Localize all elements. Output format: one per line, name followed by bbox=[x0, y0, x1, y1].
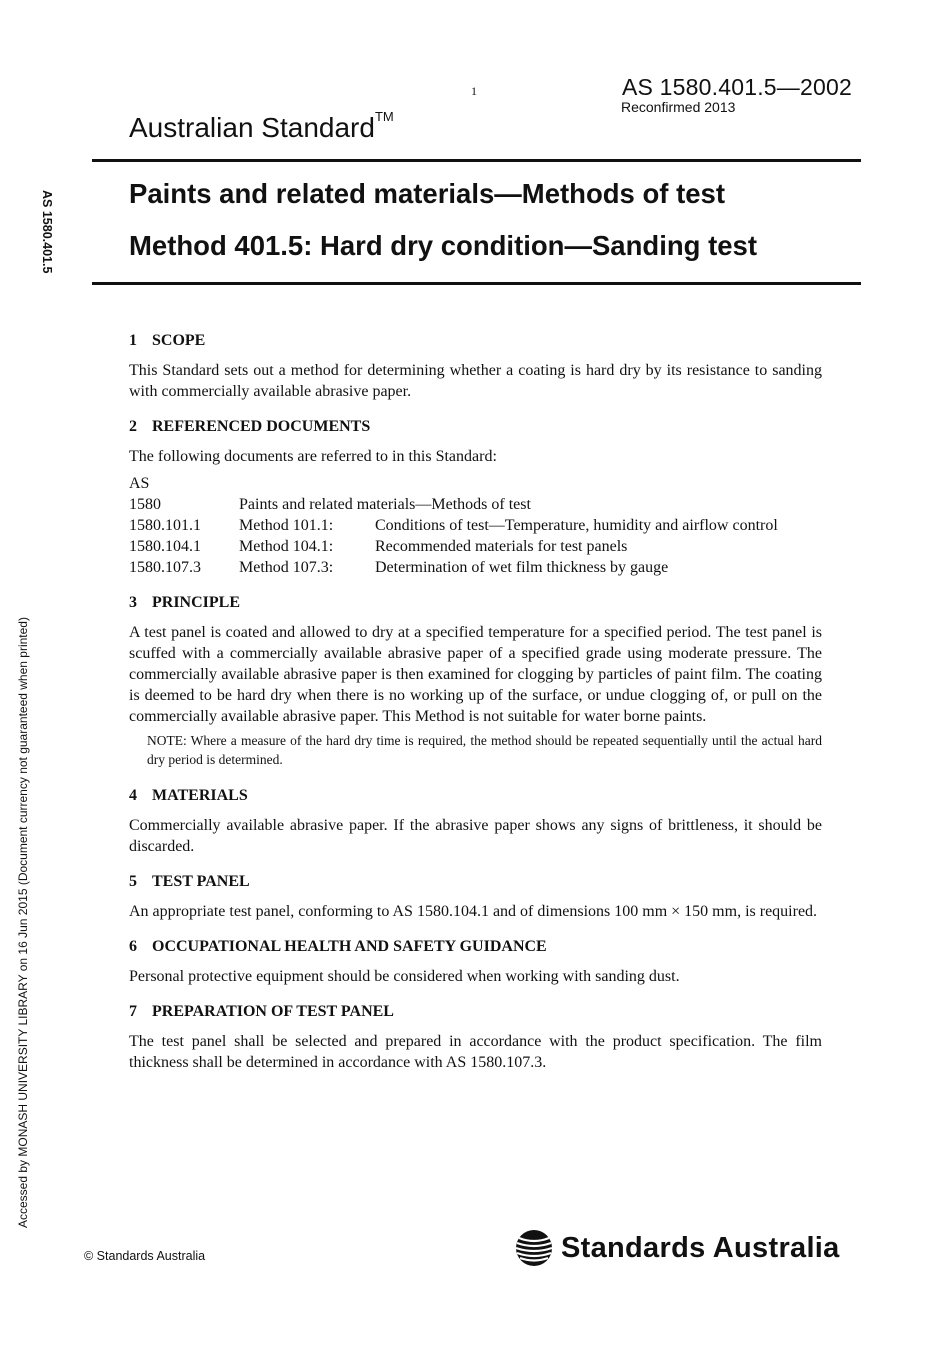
access-notice: Accessed by MONASH UNIVERSITY LIBRARY on 16 Jun 2015 (Document currency not guaranteed when printed) bbox=[16, 617, 30, 1229]
section-heading: 6 OCCUPATIONAL HEALTH AND SAFETY GUIDANCE bbox=[129, 938, 547, 955]
section-heading: 5 TEST PANEL bbox=[129, 873, 250, 890]
reference-prefix: AS bbox=[129, 475, 150, 492]
reference-code: 1580.104.1 bbox=[129, 538, 201, 555]
top-rule bbox=[92, 159, 861, 162]
page-number: 1 bbox=[471, 84, 477, 98]
section-scope bbox=[129, 330, 822, 402]
reference-list bbox=[129, 473, 822, 578]
section-text: This Standard sets out a method for determining whether a coating is hard dry by its resistance to sanding with commercially available abrasive paper. bbox=[129, 362, 822, 400]
reference-method: Method 104.1: bbox=[239, 538, 334, 555]
section-heading: 2 REFERENCED DOCUMENTS bbox=[129, 418, 371, 435]
title-line-1: Paints and related materials—Methods of test bbox=[129, 178, 725, 209]
reference-method: Method 107.3: bbox=[239, 559, 334, 576]
section-text: Commercially available abrasive paper. If the abrasive paper shows any signs of brittleness, it should be discarded. bbox=[129, 817, 822, 855]
reference-row bbox=[129, 557, 822, 578]
reference-code: 1580 bbox=[129, 496, 161, 513]
section-preparation bbox=[129, 1001, 822, 1073]
standards-australia-emblem-icon bbox=[515, 1228, 553, 1268]
section-test-panel bbox=[129, 871, 822, 922]
document-body bbox=[129, 330, 822, 1087]
reference-title: Conditions of test—Temperature, humidity and airflow control bbox=[375, 517, 778, 534]
section-intro: The following documents are referred to in this Standard: bbox=[129, 448, 497, 465]
brand-name: Australian Standard bbox=[129, 112, 375, 143]
bottom-rule bbox=[92, 282, 861, 285]
reference-title: Determination of wet film thickness by gauge bbox=[375, 559, 669, 576]
section-heading: 1 SCOPE bbox=[129, 332, 206, 349]
brand-title bbox=[129, 108, 394, 144]
section-text: Personal protective equipment should be considered when working with sanding dust. bbox=[129, 968, 680, 985]
section-heading: 7 PREPARATION OF TEST PANEL bbox=[129, 1003, 394, 1020]
reference-row bbox=[129, 536, 822, 557]
section-text: A test panel is coated and allowed to dry at a specified temperature for a specified period. The test panel is scuffed with a commercially available abrasive paper of a specified grade using moderate pressure. The commercially available abrasive paper is then examined for clogging by particles of paint film. The coating is deemed to be hard dry when there is no working up of the surface, or undue clogging of, or pull on the commercially available abrasive paper. This Method is not suitable for water borne paints. bbox=[129, 624, 822, 725]
reference-code: 1580.101.1 bbox=[129, 517, 201, 534]
section-referenced-documents bbox=[129, 416, 822, 578]
reconfirmed-label: Reconfirmed 2013 bbox=[621, 99, 736, 115]
section-materials bbox=[129, 785, 822, 857]
trademark-mark: TM bbox=[374, 108, 394, 124]
title-line-2: Method 401.5: Hard dry condition—Sanding test bbox=[129, 230, 757, 261]
section-text: The test panel shall be selected and prepared in accordance with the product specification. The film thickness shall be determined in accordance with AS 1580.107.3. bbox=[129, 1033, 822, 1071]
section-heading: 4 MATERIALS bbox=[129, 787, 248, 804]
reference-title: Recommended materials for test panels bbox=[375, 538, 628, 555]
standards-australia-logo bbox=[515, 1228, 840, 1268]
section-heading: 3 PRINCIPLE bbox=[129, 594, 241, 611]
spine-label: AS 1580.401.5 bbox=[40, 190, 54, 274]
reference-row bbox=[129, 515, 822, 536]
reference-method: Method 101.1: bbox=[239, 517, 334, 534]
section-note: NOTE: Where a measure of the hard dry time is required, the method should be repeated sequentially until the actual hard dry period is determined. bbox=[147, 733, 822, 767]
section-text: An appropriate test panel, conforming to AS 1580.104.1 and of dimensions 100 mm × 150 mm, is required. bbox=[129, 903, 818, 920]
standard-number: AS 1580.401.5—2002 bbox=[622, 74, 852, 100]
logo-text: Standards Australia bbox=[561, 1231, 840, 1264]
reference-title: Paints and related materials—Methods of test bbox=[239, 496, 531, 513]
reference-code: 1580.107.3 bbox=[129, 559, 201, 576]
reference-row bbox=[129, 494, 822, 515]
section-ohs-guidance bbox=[129, 936, 822, 987]
section-principle bbox=[129, 592, 822, 769]
copyright-notice: © Standards Australia bbox=[84, 1249, 206, 1263]
